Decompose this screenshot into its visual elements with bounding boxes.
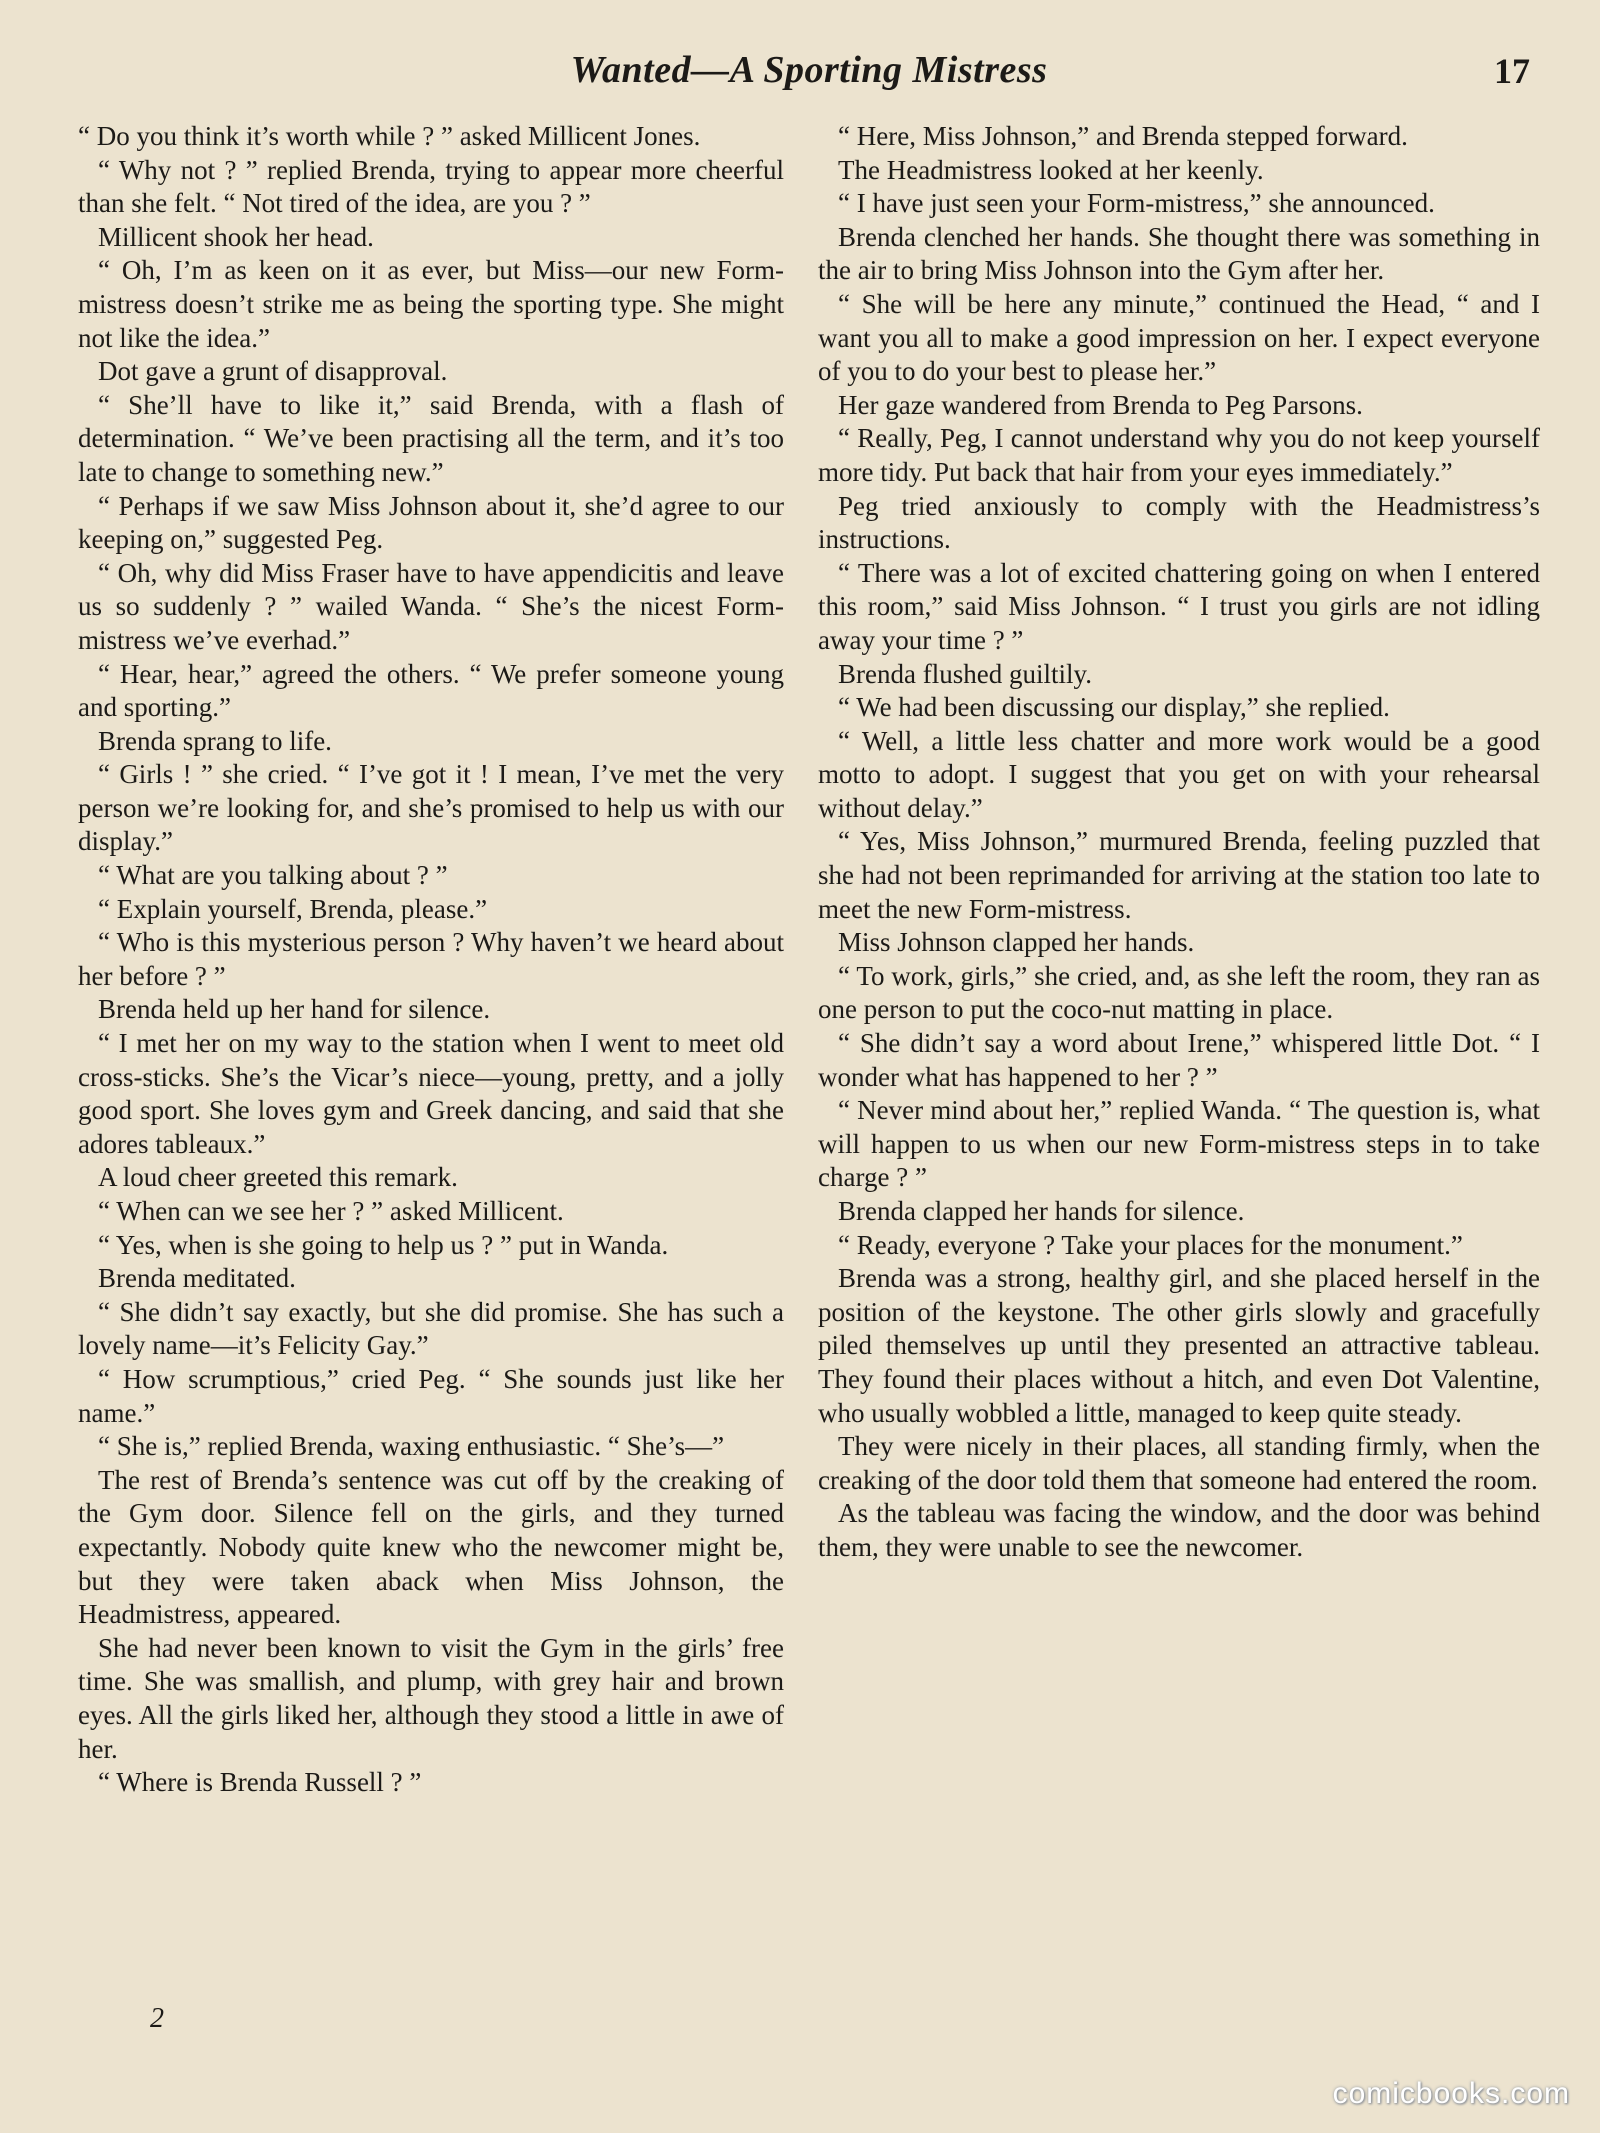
paragraph: “ I met her on my way to the station when I went to meet old cross-sticks. She’s the Vicar’s niece—young, pretty, and a jolly good sport. She loves gym and Greek dancing, and said that she adores tableaux.” [78,1028,784,1159]
paragraph: “ Explain yourself, Brenda, please.” [98,893,488,924]
paragraph: “ Girls ! ” she cried. “ I’ve got it ! I mean, I’ve met the very person we’re looking for, and she’s promised to help us with our display.” [78,759,784,857]
signature-mark: 2 [150,2003,164,2034]
paragraph: Millicent shook her head. [98,221,374,252]
paragraph: Brenda clapped her hands for silence. [838,1196,1245,1226]
paragraph: “ Well, a little less chatter and more work would be a good motto to adopt. I suggest that you get on with your rehearsal without delay.” [818,725,1540,823]
paragraph: “ Here, Miss Johnson,” and Brenda stepped forward. [838,121,1408,151]
paragraph: “ Really, Peg, I cannot understand why you do not keep yourself more tidy. Put back that hair from your eyes immediately.” [818,423,1540,487]
paragraph: Her gaze wandered from Brenda to Peg Parsons. [838,389,1363,420]
paragraph: “ Yes, Miss Johnson,” murmured Brenda, feeling puzzled that she had not been reprimanded for arriving at the station too late to meet the new Form-mistress. [818,826,1540,924]
page-header [78,48,1540,98]
paragraph: “ Oh, I’m as keen on it as ever, but Miss—our new Form-mistress doesn’t strike me as being the sporting type. She might not like the idea.” [78,255,784,353]
paragraph: “ Do you think it’s worth while ? ” asked Millicent Jones. [78,121,701,151]
paragraph: They were nicely in their places, all standing firmly, when the creaking of the door told them that someone had entered the room. [818,1431,1540,1495]
paragraph: A loud cheer greeted this remark. [98,1162,458,1193]
paragraph: “ Ready, everyone ? Take your places for the monument.” [838,1229,1463,1260]
paragraph: “ She didn’t say a word about Irene,” whispered little Dot. “ I wonder what has happened to her ? ” [818,1028,1540,1092]
paragraph: “ To work, girls,” she cried, and, as she left the room, they ran as one person to put the coco-nut matting in place. [818,960,1540,1025]
paragraph: She had never been known to visit the Gym in the girls’ free time. She was smallish, and plump, with grey hair and brown eyes. All the girls liked her, although they stood a little in awe of her. [78,1632,784,1764]
paragraph: Brenda meditated. [98,1263,296,1294]
paragraph: “ She didn’t say exactly, but she did promise. She has such a lovely name—it’s Felicity Gay.” [78,1296,784,1361]
paragraph: Brenda was a strong, healthy girl, and she placed herself in the position of the keystone. The other girls slowly and gracefully piled themselves up until they presented an attractive tableau. They found their places without a hitch, and even Dot Valentine, who usually wobbled a little, managed to keep quite steady. [818,1263,1540,1428]
paragraph: As the tableau was facing the window, and the door was behind them, they were unable to see the newcomer. [818,1498,1540,1562]
paragraph: Brenda flushed guiltily. [838,658,1092,689]
left-column [78,120,784,1800]
paragraph: “ She will be here any minute,” continued the Head, “ and I want you all to make a good impression on her. I expect everyone of you to do your best to please her.” [818,288,1540,387]
watermark: comicbooks.com [1332,2077,1570,2110]
paragraph: “ She is,” replied Brenda, waxing enthusiastic. “ She’s—” [98,1431,725,1462]
paragraph: Dot gave a grunt of disapproval. [98,356,448,387]
paragraph: “ Yes, when is she going to help us ? ” put in Wanda. [98,1229,669,1260]
paragraph: “ There was a lot of excited chattering going on when I entered this room,” said Miss Johnson. “ I trust you girls are not idling away your time ? ” [818,557,1540,655]
paragraph: “ What are you talking about ? ” [98,860,448,891]
paragraph: Peg tried anxiously to comply with the Headmistress’s instructions. [818,490,1540,555]
paragraph: Brenda sprang to life. [98,725,332,756]
paragraph: “ How scrumptious,” cried Peg. “ She sounds just like her name.” [78,1363,784,1428]
paragraph: The rest of Brenda’s sentence was cut off by the creaking of the Gym door. Silence fell on the girls, and they turned expectantly. Nobody quite knew who the newcomer might be, but they were taken aback when Miss Johnson, the Headmistress, appeared. [78,1464,784,1630]
paragraph: “ When can we see her ? ” asked Millicent. [98,1196,564,1226]
paragraph: Miss Johnson clapped her hands. [838,927,1195,958]
paragraph: “ Perhaps if we saw Miss Johnson about it, she’d agree to our keeping on,” suggested Peg. [78,490,784,555]
paragraph: “ Never mind about her,” replied Wanda. “ The question is, what will happen to us when our new Form-mistress steps in to take charge ? ” [818,1095,1540,1193]
paragraph: “ I have just seen your Form-mistress,” she announced. [838,188,1435,219]
paragraph: “ Where is Brenda Russell ? ” [98,1767,422,1798]
page-number: 17 [1494,51,1530,91]
paragraph: “ Why not ? ” replied Brenda, trying to appear more cheerful than she felt. “ Not tired of the idea, are you ? ” [78,154,784,219]
right-column [818,120,1540,1565]
paragraph: “ We had been discussing our display,” she replied. [838,692,1390,723]
paragraph: The Headmistress looked at her keenly. [838,154,1264,185]
paragraph: “ Hear, hear,” agreed the others. “ We prefer someone young and sporting.” [78,658,784,723]
paragraph: “ Oh, why did Miss Fraser have to have appendicitis and leave us so suddenly ? ” wailed Wanda. “ She’s the nicest Form-mistress we’ve everhad.” [78,557,784,655]
paragraph: “ She’ll have to like it,” said Brenda, with a flash of determination. “ We’ve been practising all the term, and it’s too late to change to something new.” [78,389,784,487]
paragraph: Brenda held up her hand for silence. [98,994,491,1025]
running-title: Wanted—A Sporting Mistress [570,49,1048,91]
paragraph: Brenda clenched her hands. She thought there was something in the air to bring Miss Johnson into the Gym after her. [818,221,1540,286]
paragraph: “ Who is this mysterious person ? Why haven’t we heard about her before ? ” [78,927,784,991]
